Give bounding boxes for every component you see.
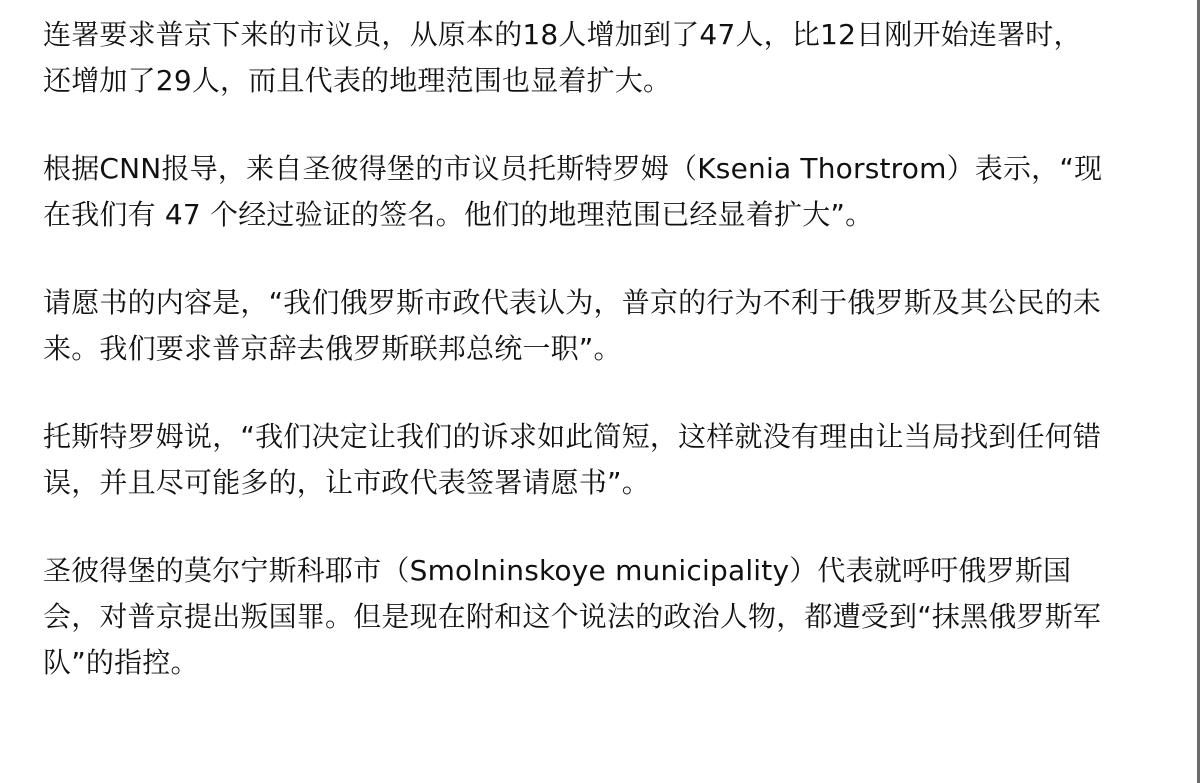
text-line: 还增加了29人，而且代表的地理范围也显着扩大。 — [43, 64, 672, 97]
text-line: 托斯特罗姆说，“我们决定让我们的诉求如此简短，这样就没有理由让当局找到任何错 — [43, 420, 1102, 453]
text-line: 根据CNN报导，来自圣彼得堡的市议员托斯特罗姆（Ksenia Thorstrom）表示，“现 — [43, 152, 1103, 185]
paragraph-smolninskoye — [43, 548, 1178, 686]
text-line: 请愿书的内容是，“我们俄罗斯市政代表认为，普京的行为不利于俄罗斯及其公民的未 — [43, 286, 1102, 319]
text-line: 队”的指控。 — [43, 646, 199, 679]
text-line: 来。我们要求普京辞去俄罗斯联邦总统一职”。 — [43, 332, 622, 365]
text-line: 在我们有 47 个经过验证的签名。他们的地理范围已经显着扩大”。 — [43, 198, 874, 231]
text-line: 连署要求普京下来的市议员，从原本的18人增加到了47人，比12日刚开始连署时， — [43, 18, 1082, 51]
paragraph-thorstrom-quote — [43, 414, 1178, 506]
paragraph-cnn-report — [43, 146, 1178, 238]
text-line: 圣彼得堡的莫尔宁斯科耶市（Smolninskoye municipality）代表就呼吁俄罗斯国 — [43, 554, 1072, 587]
paragraph-petition-signers — [43, 12, 1178, 104]
article-body — [43, 12, 1178, 686]
text-line: 误，并且尽可能多的，让市政代表签署请愿书”。 — [43, 466, 650, 499]
text-line: 会，对普京提出叛国罪。但是现在附和这个说法的政治人物，都遭受到“抹黑俄罗斯军 — [43, 600, 1102, 633]
paragraph-petition-content — [43, 280, 1178, 372]
